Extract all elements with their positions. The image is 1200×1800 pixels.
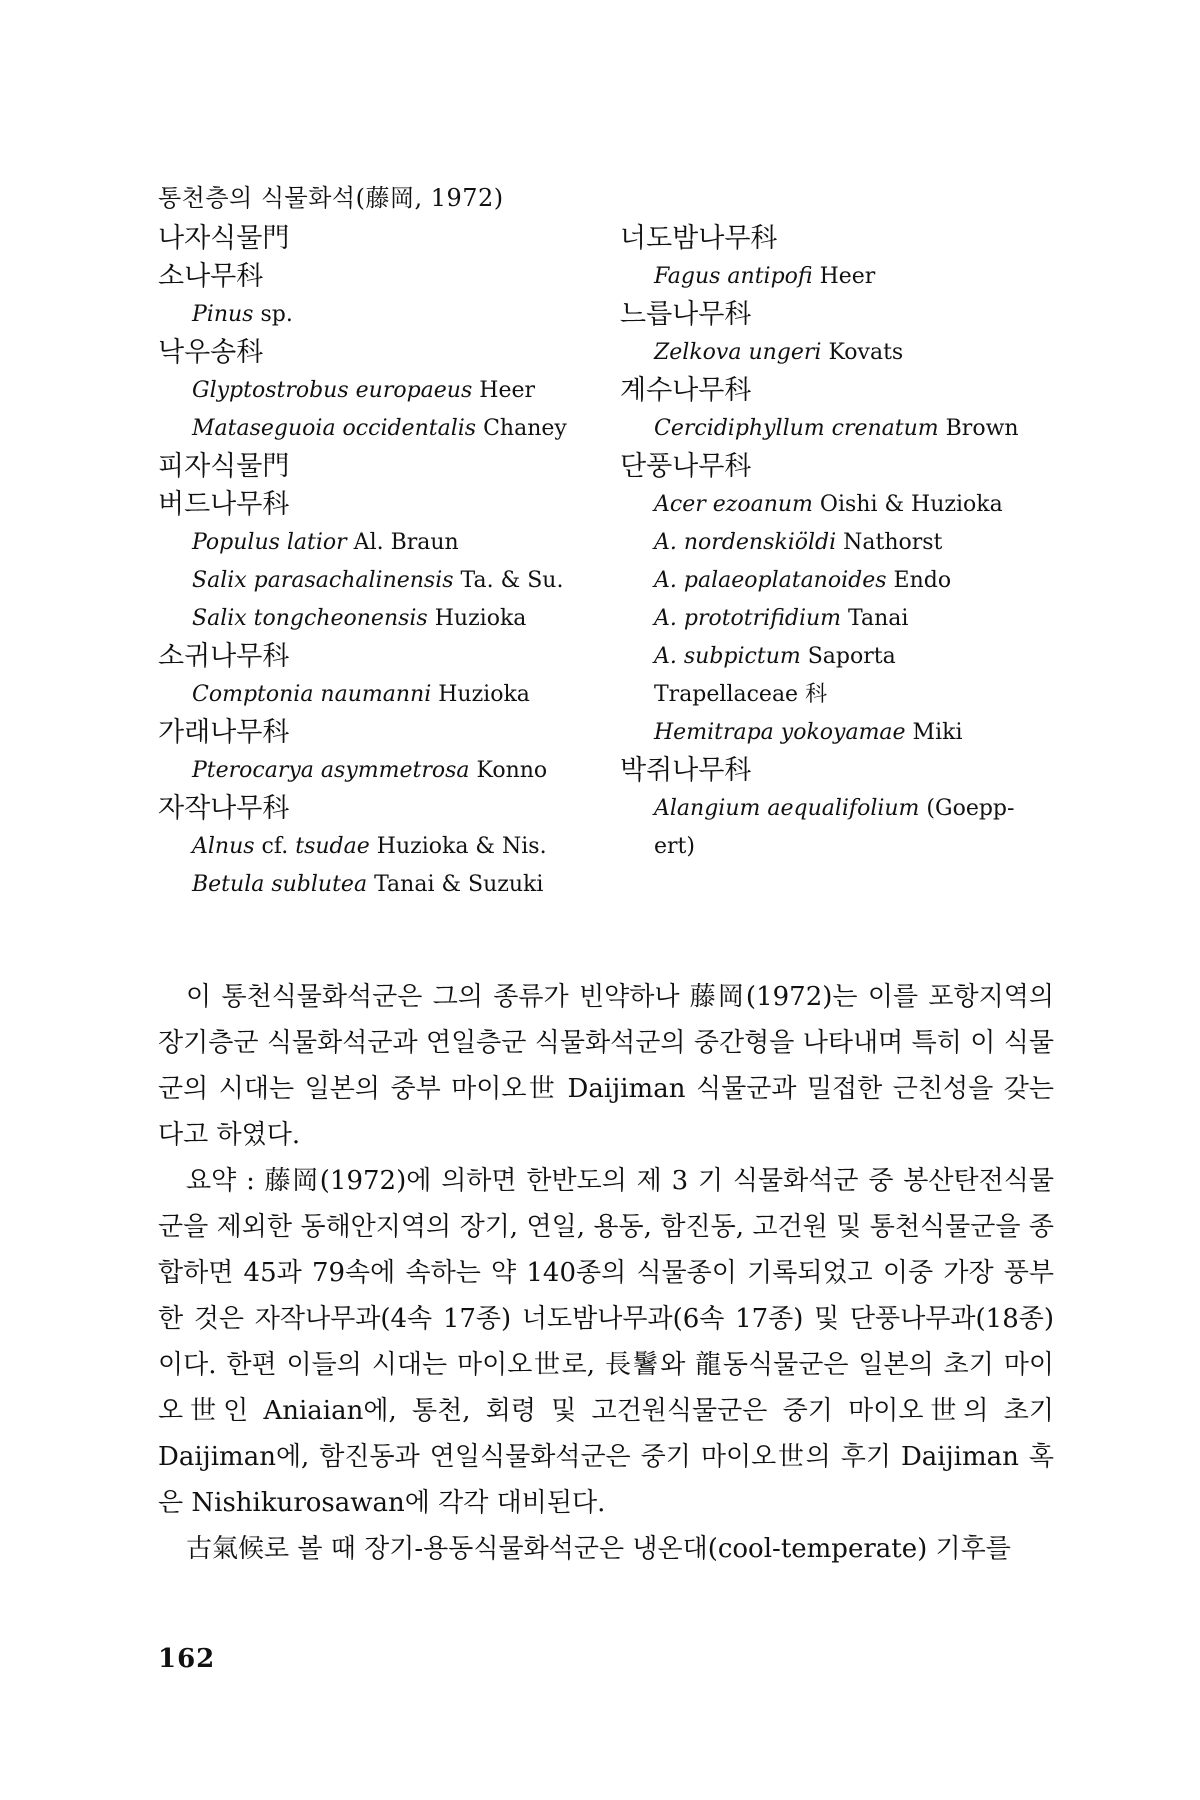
taxon-species (620, 410, 1060, 448)
species-name: Alnus (192, 834, 255, 859)
species-author: Tanai (841, 606, 909, 631)
species-author: Oishi & Huzioka (812, 492, 1003, 517)
species-author: Brown (938, 416, 1019, 441)
species-name: Salix parasachalinensis (192, 568, 454, 593)
taxon-species (158, 524, 598, 562)
species-name: Pterocarya asymmetrosa (192, 758, 470, 783)
taxon-family-latin (620, 676, 1060, 714)
species-name: A. prototrifidium (654, 606, 842, 631)
species-author: (Goepp- (919, 796, 1015, 821)
taxon-species (620, 562, 1060, 600)
species-name: A. nordenskiöldi (654, 530, 837, 555)
species-author: Konno (469, 758, 548, 783)
taxon-species (620, 638, 1060, 676)
species-name: Hemitrapa yokoyamae (654, 720, 906, 745)
species-author: Huzioka (431, 682, 530, 707)
taxon-species (620, 600, 1060, 638)
paragraph: 古氣候로 볼 때 장기-용동식물화석군은 냉온대(cool-temperate) 기후를 (186, 1534, 1011, 1564)
species-name: Populus latior (192, 530, 347, 555)
species-author: Al. Braun (346, 530, 459, 555)
taxon-species (620, 790, 1060, 828)
taxon-species (620, 334, 1060, 372)
page-number: 162 (158, 1644, 216, 1674)
species-name: Glyptostrobus europaeus (192, 378, 473, 403)
species-name: Betula sublutea (192, 872, 368, 897)
species-author: Saporta (800, 644, 896, 669)
species-name: Cercidiphyllum crenatum (654, 416, 939, 441)
taxon-family: 너도밤나무科 (620, 223, 778, 254)
taxon-species (620, 258, 1060, 296)
species-name: Salix tongcheonensis (192, 606, 428, 631)
family-latin-label: Trapellaceae 科 (654, 682, 828, 707)
species-author: Miki (905, 720, 963, 745)
taxon-phylum: 피자식물門 (158, 451, 290, 482)
species-author: Endo (886, 568, 952, 593)
taxon-family: 가래나무科 (158, 717, 290, 748)
taxon-species (158, 600, 598, 638)
species-name: Alangium aequalifolium (654, 796, 920, 821)
paragraph: 이 통천식물화석군은 그의 종류가 빈약하나 藤岡(1972)는 이를 포항지역의 장기층군 식물화석군과 연일층군 식물화석군의 중간형을 나타내며 특히 이 식물군의 시대는 일본의 중부 마이오世 Daijiman 식물군과 밀접한 근친성을 갖는다고 하였다. (158, 982, 1054, 1150)
species-author: Heer (472, 378, 535, 403)
species-author: cf. (254, 834, 296, 859)
taxon-phylum: 나자식물門 (158, 223, 290, 254)
species-author: Ta. & Su. (453, 568, 564, 593)
species-author: Tanai & Suzuki (367, 872, 544, 897)
species-author: ert) (654, 834, 695, 859)
species-name: Fagus antipofi (654, 264, 813, 289)
species-name: Zelkova ungeri (654, 340, 822, 365)
taxon-species (158, 752, 598, 790)
taxon-species-continuation (620, 828, 1060, 866)
taxon-species (620, 524, 1060, 562)
fossil-list-right-column (620, 220, 1060, 866)
species-author: Huzioka & Nis. (369, 834, 547, 859)
species-name: A. palaeoplatanoides (654, 568, 887, 593)
taxon-family: 자작나무科 (158, 793, 290, 824)
taxon-species (158, 828, 598, 866)
species-author: Kovats (821, 340, 904, 365)
taxon-species (158, 372, 598, 410)
species-name: A. subpictum (654, 644, 801, 669)
taxon-family: 낙우송科 (158, 337, 264, 368)
paragraph: 요약 : 藤岡(1972)에 의하면 한반도의 제 3 기 식물화석군 중 봉산탄전식물군을 제외한 동해안지역의 장기, 연일, 용동, 함진동, 고건원 및 통천식물군을 종합하면 45과 79속에 속하는 약 140종의 식물종이 기록되었고 이중 가장 풍부한 것은 자작나무과(4속 17종) 너도밤나무과(6속 17종) 및 단풍나무과(18종)이다. 한편 이들의 시대는 마이오世로, 長鬐와 龍동식물군은 일본의 초기 마이오世인 Aniaian에, 통천, 회령 및 고건원식물군은 중기 마이오世의 초기 Daijiman에, 함진동과 연일식물화석군은 중기 마이오世의 후기 Daijiman 혹은 Nishikurosawan에 각각 대비된다. (158, 1166, 1054, 1518)
species-author: Chaney (476, 416, 567, 441)
taxon-species (158, 562, 598, 600)
taxon-species (158, 296, 598, 334)
taxon-species (158, 866, 598, 904)
taxon-species (620, 714, 1060, 752)
species-author: Heer (812, 264, 876, 289)
section-heading: 통천층의 식물화석(藤岡, 1972) (158, 184, 504, 212)
species-name: tsudae (295, 834, 370, 859)
taxon-family: 박쥐나무科 (620, 755, 752, 786)
species-author: Nathorst (836, 530, 943, 555)
species-author: sp. (253, 302, 293, 327)
species-name: Comptonia naumanni (192, 682, 432, 707)
fossil-list-left-column (158, 220, 598, 904)
taxon-family: 계수나무科 (620, 375, 752, 406)
taxon-family: 느릅나무科 (620, 299, 752, 330)
taxon-family: 소귀나무科 (158, 641, 290, 672)
taxon-family: 단풍나무科 (620, 451, 752, 482)
body-text (158, 974, 1054, 1572)
taxon-family: 소나무科 (158, 261, 264, 292)
taxon-species (158, 676, 598, 714)
species-name: Acer ezoanum (654, 492, 813, 517)
species-author: Huzioka (427, 606, 527, 631)
species-name: Mataseguoia occidentalis (192, 416, 477, 441)
species-name: Pinus (192, 302, 254, 327)
taxon-family: 버드나무科 (158, 489, 290, 520)
taxon-species (158, 410, 598, 448)
taxon-species (620, 486, 1060, 524)
